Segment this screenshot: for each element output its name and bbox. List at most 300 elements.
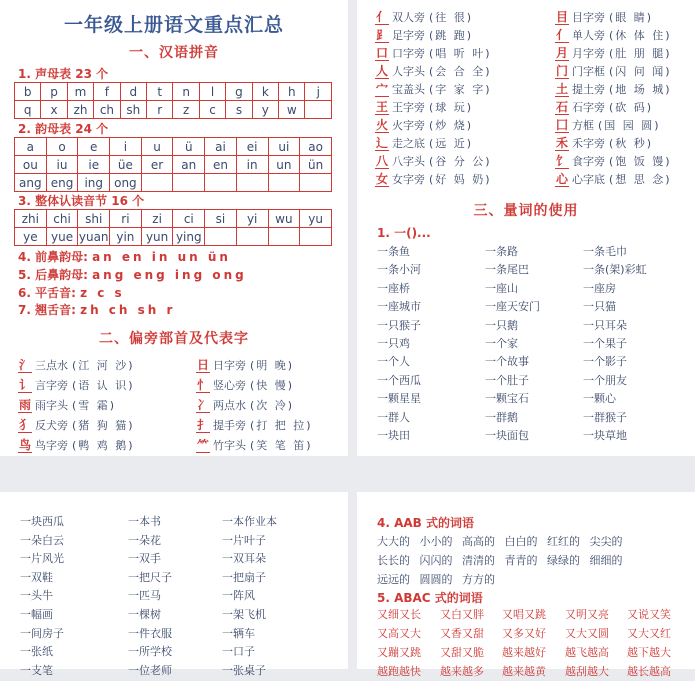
pinyin-cell: iu xyxy=(46,156,78,174)
measure-word: 一阵风 xyxy=(222,589,255,603)
pinyin-cell: w xyxy=(279,101,305,119)
back-nasal-values: ang eng ing ong xyxy=(92,268,247,282)
pinyin-cell: j xyxy=(305,83,332,101)
radical-glyph: 宀 xyxy=(375,82,388,96)
radical-item xyxy=(555,153,672,171)
measure-word: 一个朋友 xyxy=(583,373,627,387)
radical-glyph: 口 xyxy=(375,46,388,60)
measure-word: 一个果子 xyxy=(583,337,627,350)
measure-word: 一群人 xyxy=(377,410,410,424)
measure-words-subheading: 1. 一()... xyxy=(377,226,431,240)
radical-name: 月字旁 xyxy=(572,47,605,60)
pinyin-cell: un xyxy=(268,156,300,174)
abac-word: 越来越好 xyxy=(502,646,546,659)
measure-word: 一条(架)彩虹 xyxy=(583,263,647,277)
radical-glyph: 亻 xyxy=(375,10,388,24)
pinyin-cell: ci xyxy=(173,210,205,228)
radical-name: 禾字旁 xyxy=(572,137,605,150)
pinyin-cell: eng xyxy=(46,174,78,192)
radical-glyph: 土 xyxy=(555,82,568,96)
aab-label: 4. AAB 式的词语 xyxy=(377,516,474,530)
pinyin-cell: q xyxy=(15,101,41,119)
pinyin-cell: ang xyxy=(15,174,47,192)
measure-words-heading: 三、量词的使用 xyxy=(473,203,579,219)
radical-item xyxy=(375,9,473,27)
radical-name: 食字旁 xyxy=(572,155,605,168)
radical-examples: (快 慢) xyxy=(250,379,295,392)
abac-word: 又甜又脆 xyxy=(440,646,484,659)
retroflex-line xyxy=(18,301,175,318)
measure-word: 一群鹅 xyxy=(485,410,518,424)
pinyin-cell: ing xyxy=(78,174,110,192)
radical-name: 八字头 xyxy=(392,155,425,168)
measure-word: 一个西瓜 xyxy=(377,373,421,387)
radical-item xyxy=(375,135,473,153)
radical-item xyxy=(375,63,492,81)
abac-word: 又大又圆 xyxy=(565,627,609,640)
front-nasal-label: 4. 前鼻韵母: xyxy=(18,250,88,264)
abac-word: 越来越多 xyxy=(440,665,484,678)
aab-row: 远远的 圆圆的 方方的 xyxy=(377,573,495,586)
measure-word: 一片叶子 xyxy=(222,533,266,547)
pinyin-cell xyxy=(268,228,300,246)
pinyin-cell: chi xyxy=(46,210,78,228)
pinyin-cell xyxy=(300,174,332,192)
pinyin-cell: shi xyxy=(78,210,110,228)
radical-glyph: 八 xyxy=(375,154,388,168)
pinyin-cell: o xyxy=(46,138,78,156)
radical-examples: (往 很) xyxy=(429,11,474,24)
pinyin-cell xyxy=(236,228,268,246)
radical-item xyxy=(18,417,135,435)
radical-item xyxy=(375,171,492,189)
page-bottom-left xyxy=(0,492,348,677)
radical-glyph: 囗 xyxy=(555,118,568,132)
measure-word: 一匹马 xyxy=(128,589,161,603)
pinyin-cell: ei xyxy=(236,138,268,156)
pinyin-cell: ying xyxy=(173,228,205,246)
pinyin-cell: si xyxy=(205,210,237,228)
abac-word: 越下越大 xyxy=(627,646,671,659)
measure-word: 一块田 xyxy=(377,429,410,442)
radical-name: 门字框 xyxy=(572,65,605,78)
abac-word: 又多又好 xyxy=(502,627,546,640)
radical-examples: (江 河 沙) xyxy=(72,359,135,372)
radical-item xyxy=(375,81,492,99)
pinyin-cell: yi xyxy=(236,210,268,228)
measure-word: 一把尺子 xyxy=(128,570,172,584)
radical-item xyxy=(18,357,135,375)
measure-word: 一条毛巾 xyxy=(583,245,627,258)
radical-glyph: 心 xyxy=(555,172,568,186)
measure-word: 一双鞋 xyxy=(20,570,53,584)
radical-glyph: 忄 xyxy=(196,378,209,392)
radical-item xyxy=(375,117,473,135)
pinyin-cell: ou xyxy=(15,156,47,174)
radical-examples: (好 妈 奶) xyxy=(429,173,492,186)
measure-word: 一条小河 xyxy=(377,263,421,277)
pinyin-cell: yun xyxy=(141,228,173,246)
abac-word: 又说又笑 xyxy=(627,608,671,621)
measure-word: 一只耳朵 xyxy=(583,318,627,332)
measure-word: 一只鹅 xyxy=(485,318,518,332)
radical-name: 鸟字旁 xyxy=(35,439,68,452)
radical-glyph: 石 xyxy=(555,100,568,114)
radical-glyph: 人 xyxy=(375,64,388,78)
initials-table xyxy=(14,82,332,119)
measure-word: 一块西瓜 xyxy=(20,515,64,528)
abac-word: 又明又亮 xyxy=(565,608,609,621)
front-nasal-line xyxy=(18,248,231,265)
abac-word: 又白又胖 xyxy=(440,608,484,621)
measure-word: 一辆车 xyxy=(222,626,255,640)
measure-word: 一群猴子 xyxy=(583,410,627,424)
table-row xyxy=(15,228,332,246)
radical-item xyxy=(196,417,313,435)
measure-word: 一条路 xyxy=(485,245,518,258)
pinyin-cell: yin xyxy=(110,228,142,246)
pinyin-cell xyxy=(236,174,268,192)
table-row xyxy=(15,101,332,119)
pinyin-cell: z xyxy=(173,101,199,119)
measure-word: 一本作业本 xyxy=(222,515,277,528)
abac-word: 又大又红 xyxy=(627,627,671,640)
radical-examples: (闪 问 闻) xyxy=(609,65,672,78)
measure-word: 一座桥 xyxy=(377,281,410,295)
pinyin-cell xyxy=(205,228,237,246)
abac-word: 又细又长 xyxy=(377,608,421,621)
pinyin-cell: ch xyxy=(94,101,120,119)
radical-glyph: 扌 xyxy=(196,418,209,432)
radical-item xyxy=(375,99,473,117)
pinyin-cell xyxy=(173,174,205,192)
radical-item xyxy=(555,45,672,63)
table-row xyxy=(15,210,332,228)
pinyin-cell: ü xyxy=(173,138,205,156)
pinyin-cell: i xyxy=(110,138,142,156)
radical-item xyxy=(555,99,653,117)
radical-examples: (猪 狗 猫) xyxy=(72,419,135,432)
pinyin-cell: l xyxy=(199,83,225,101)
measure-word: 一个故事 xyxy=(485,355,529,369)
radicals-heading: 二、偏旁部首及代表字 xyxy=(99,331,249,347)
radical-examples: (国 园 圆) xyxy=(598,119,661,132)
pinyin-cell: zh xyxy=(67,101,93,119)
pinyin-cell: d xyxy=(120,83,146,101)
radical-name: 走之底 xyxy=(392,137,425,150)
radical-glyph: 鸟 xyxy=(18,438,31,452)
pinyin-cell: s xyxy=(226,101,252,119)
radical-glyph: 饣 xyxy=(555,154,568,168)
measure-word: 一条尾巴 xyxy=(485,263,529,277)
radical-examples: (字 家 字) xyxy=(429,83,492,96)
measure-word: 一条鱼 xyxy=(377,245,410,258)
measure-word: 一所学校 xyxy=(128,645,172,659)
radical-item xyxy=(555,117,661,135)
measure-word: 一架飞机 xyxy=(222,608,266,621)
pinyin-cell: en xyxy=(205,156,237,174)
measure-word: 一片风光 xyxy=(20,552,64,566)
pinyin-cell xyxy=(300,228,332,246)
measure-word: 一只鸡 xyxy=(377,337,410,350)
pinyin-cell: b xyxy=(15,83,41,101)
pinyin-cell: y xyxy=(252,101,278,119)
radical-name: 两点水 xyxy=(213,399,246,412)
radical-examples: (砍 码) xyxy=(609,101,654,114)
aab-row: 大大的 小小的 高高的 白白的 红红的 尖尖的 xyxy=(377,535,623,548)
abac-word: 又唱又跳 xyxy=(502,608,546,621)
measure-word: 一件衣服 xyxy=(128,626,172,640)
radical-glyph: 冫 xyxy=(196,398,209,412)
radical-item xyxy=(375,45,492,63)
radical-name: 目字旁 xyxy=(572,11,605,24)
radical-item xyxy=(196,397,294,415)
radical-glyph: ⻊ xyxy=(375,28,388,42)
retroflex-values: zh ch sh r xyxy=(80,303,176,317)
pinyin-cell: e xyxy=(78,138,110,156)
radical-name: 反犬旁 xyxy=(35,419,68,432)
radical-examples: (语 认 识) xyxy=(72,379,135,392)
pinyin-cell: c xyxy=(199,101,225,119)
radical-glyph: 犭 xyxy=(18,418,31,432)
radical-item xyxy=(375,27,473,45)
pinyin-cell: ye xyxy=(15,228,47,246)
radical-name: 三点水 xyxy=(35,359,68,372)
pinyin-cell: k xyxy=(252,83,278,101)
measure-word: 一双手 xyxy=(128,552,161,566)
measure-word: 一座天安门 xyxy=(485,300,540,314)
radical-item xyxy=(375,153,492,171)
pinyin-cell: sh xyxy=(120,101,146,119)
table-row xyxy=(15,174,332,192)
radical-name: 女字旁 xyxy=(392,173,425,186)
radical-examples: (雪 霜) xyxy=(72,399,117,412)
radical-glyph: 日 xyxy=(196,358,209,372)
measure-word: 一间房子 xyxy=(20,626,64,640)
abac-word: 又高又大 xyxy=(377,627,421,640)
measure-word: 一幅画 xyxy=(20,608,53,621)
radical-examples: (饱 饭 馒) xyxy=(609,155,672,168)
measure-word: 一张纸 xyxy=(20,645,53,659)
pinyin-cell: a xyxy=(15,138,47,156)
pinyin-cell: wu xyxy=(268,210,300,228)
pinyin-cell: m xyxy=(67,83,93,101)
radical-name: 人字头 xyxy=(392,65,425,78)
pinyin-cell: ao xyxy=(300,138,332,156)
back-nasal-line xyxy=(18,266,247,283)
measure-word: 一块草地 xyxy=(583,429,627,442)
pinyin-cell: ai xyxy=(205,138,237,156)
radical-glyph: 氵 xyxy=(18,358,31,372)
radical-name: 宝盖头 xyxy=(392,83,425,96)
pinyin-cell: x xyxy=(41,101,67,119)
measure-word: 一个肚子 xyxy=(485,373,529,387)
radical-name: 提土旁 xyxy=(572,83,605,96)
table-row xyxy=(15,83,332,101)
pinyin-heading: 一、汉语拼音 xyxy=(129,45,219,61)
radical-item xyxy=(555,81,672,99)
measure-word: 一个影子 xyxy=(583,355,627,369)
radical-examples: (肚 朋 腿) xyxy=(609,47,672,60)
pinyin-cell xyxy=(268,174,300,192)
radical-item xyxy=(555,135,653,153)
radical-name: 竹字头 xyxy=(213,439,246,452)
radical-name: 日字旁 xyxy=(213,359,246,372)
radical-glyph: 王 xyxy=(375,100,388,114)
pinyin-cell: g xyxy=(226,83,252,101)
radical-item xyxy=(196,377,294,395)
pinyin-cell: ie xyxy=(78,156,110,174)
radical-examples: (炒 烧) xyxy=(429,119,474,132)
radical-glyph: 讠 xyxy=(18,378,31,392)
radical-examples: (次 冷) xyxy=(250,399,295,412)
finals-label: 2. 韵母表 24 个 xyxy=(18,122,109,136)
measure-word: 一个人 xyxy=(377,355,410,369)
pinyin-cell: ri xyxy=(110,210,142,228)
page-bottom-right xyxy=(357,492,695,678)
measure-word: 一位老师 xyxy=(128,663,172,677)
pinyin-cell: yu xyxy=(300,210,332,228)
radical-examples: (明 晚) xyxy=(250,359,295,372)
measure-word: 一张桌子 xyxy=(222,663,266,677)
radical-glyph: 亻 xyxy=(555,28,568,42)
radical-glyph: 月 xyxy=(555,46,568,60)
pinyin-cell xyxy=(141,174,173,192)
initials-label: 1. 声母表 23 个 xyxy=(18,67,109,81)
abac-word: 越飞越高 xyxy=(565,646,609,659)
table-row xyxy=(15,138,332,156)
pinyin-cell: yue xyxy=(46,228,78,246)
radical-item xyxy=(555,171,672,189)
pinyin-cell: ün xyxy=(300,156,332,174)
back-nasal-label: 5. 后鼻韵母: xyxy=(18,268,88,282)
measure-word: 一把扇子 xyxy=(222,570,266,584)
radical-examples: (跳 跑) xyxy=(429,29,474,42)
radical-examples: (眼 睛) xyxy=(609,11,654,24)
pinyin-cell: zhi xyxy=(15,210,47,228)
radical-glyph: 雨 xyxy=(18,398,31,412)
measure-word: 一只猫 xyxy=(583,300,616,314)
table-row xyxy=(15,156,332,174)
measure-word: 一本书 xyxy=(128,515,161,528)
whole-syllables-table xyxy=(14,209,332,246)
radical-name: 双人旁 xyxy=(392,11,425,24)
radical-item xyxy=(18,397,116,415)
radical-examples: (球 玩) xyxy=(429,101,474,114)
measure-word: 一座城市 xyxy=(377,300,421,314)
pinyin-cell: yuan xyxy=(78,229,109,244)
whole-syllables-label: 3. 整体认读音节 16 个 xyxy=(18,194,145,208)
radical-name: 口字旁 xyxy=(392,47,425,60)
radical-glyph: 辶 xyxy=(375,136,388,150)
radical-glyph: 火 xyxy=(375,118,388,132)
radical-glyph: 女 xyxy=(375,172,388,186)
pinyin-cell xyxy=(205,174,237,192)
pinyin-cell: u xyxy=(141,138,173,156)
radical-examples: (想 思 念) xyxy=(609,173,672,186)
radical-glyph: 禾 xyxy=(555,136,568,150)
measure-word: 一只猴子 xyxy=(377,318,421,332)
page-top-right xyxy=(357,0,695,456)
measure-word: 一棵树 xyxy=(128,608,161,621)
measure-word: 一颗心 xyxy=(583,392,616,406)
abac-word: 越来越黄 xyxy=(502,665,546,678)
radical-examples: (笑 笔 笛) xyxy=(250,439,313,452)
radical-item xyxy=(555,63,672,81)
front-nasal-values: an en in un ün xyxy=(92,250,231,264)
radical-item xyxy=(196,357,294,375)
pinyin-cell: er xyxy=(141,156,173,174)
radical-examples: (打 把 拉) xyxy=(250,419,313,432)
pinyin-cell: zi xyxy=(141,210,173,228)
abac-word: 越跑越快 xyxy=(377,665,421,678)
pinyin-cell: r xyxy=(147,101,173,119)
radical-name: 单人旁 xyxy=(572,29,605,42)
radical-name: 提手旁 xyxy=(213,419,246,432)
radical-name: 言字旁 xyxy=(35,379,68,392)
measure-word: 一朵花 xyxy=(128,533,161,547)
measure-word: 一块面包 xyxy=(485,429,529,442)
radical-item xyxy=(18,437,135,455)
radical-item xyxy=(555,9,653,27)
page-title: 一年级上册语文重点汇总 xyxy=(63,14,284,36)
abac-word: 又蹦又跳 xyxy=(377,646,421,659)
pinyin-cell: n xyxy=(173,83,199,101)
pinyin-cell: ong xyxy=(110,174,142,192)
aab-row: 长长的 闪闪的 清清的 青青的 绿绿的 细细的 xyxy=(377,554,623,567)
measure-word: 一座房 xyxy=(583,281,616,295)
pinyin-cell: an xyxy=(173,156,205,174)
measure-word: 一口子 xyxy=(222,645,255,659)
radical-name: 石字旁 xyxy=(572,101,605,114)
radical-name: 足字旁 xyxy=(392,29,425,42)
measure-word: 一颗宝石 xyxy=(485,392,529,406)
radical-name: 雨字头 xyxy=(35,399,68,412)
pinyin-cell: t xyxy=(147,83,173,101)
flat-tongue-values: z c s xyxy=(80,286,125,300)
radical-glyph: ⺮ xyxy=(196,438,209,452)
radical-examples: (唱 听 叶) xyxy=(429,47,492,60)
measure-word: 一双耳朵 xyxy=(222,552,266,566)
flat-tongue-label: 6. 平舌音: xyxy=(18,286,76,300)
radical-item xyxy=(196,437,313,455)
measure-word: 一座山 xyxy=(485,281,518,295)
radical-name: 方框 xyxy=(572,119,594,132)
pinyin-cell: f xyxy=(94,83,120,101)
measure-word: 一颗星星 xyxy=(377,392,421,406)
flat-tongue-line xyxy=(18,284,125,301)
retroflex-label: 7. 翘舌音: xyxy=(18,303,76,317)
abac-word: 又香又甜 xyxy=(440,627,484,640)
radical-name: 心字底 xyxy=(572,173,605,186)
page-top-left xyxy=(0,0,348,456)
radical-examples: (远 近) xyxy=(429,137,474,150)
radical-examples: (休 体 住) xyxy=(609,29,672,42)
measure-word: 一个家 xyxy=(485,337,518,350)
radical-glyph: 门 xyxy=(555,64,568,78)
radical-examples: (秋 秒) xyxy=(609,137,654,150)
pinyin-cell: üe xyxy=(110,156,142,174)
radical-examples: (会 合 全) xyxy=(429,65,492,78)
radical-examples: (地 场 城) xyxy=(609,83,672,96)
radical-name: 竖心旁 xyxy=(213,379,246,392)
measure-word: 一支笔 xyxy=(20,663,53,677)
measure-word: 一朵白云 xyxy=(20,533,64,547)
pinyin-cell: ui xyxy=(268,138,300,156)
pinyin-cell: p xyxy=(41,83,67,101)
radical-name: 火字旁 xyxy=(392,119,425,132)
radical-glyph: 目 xyxy=(555,10,568,24)
